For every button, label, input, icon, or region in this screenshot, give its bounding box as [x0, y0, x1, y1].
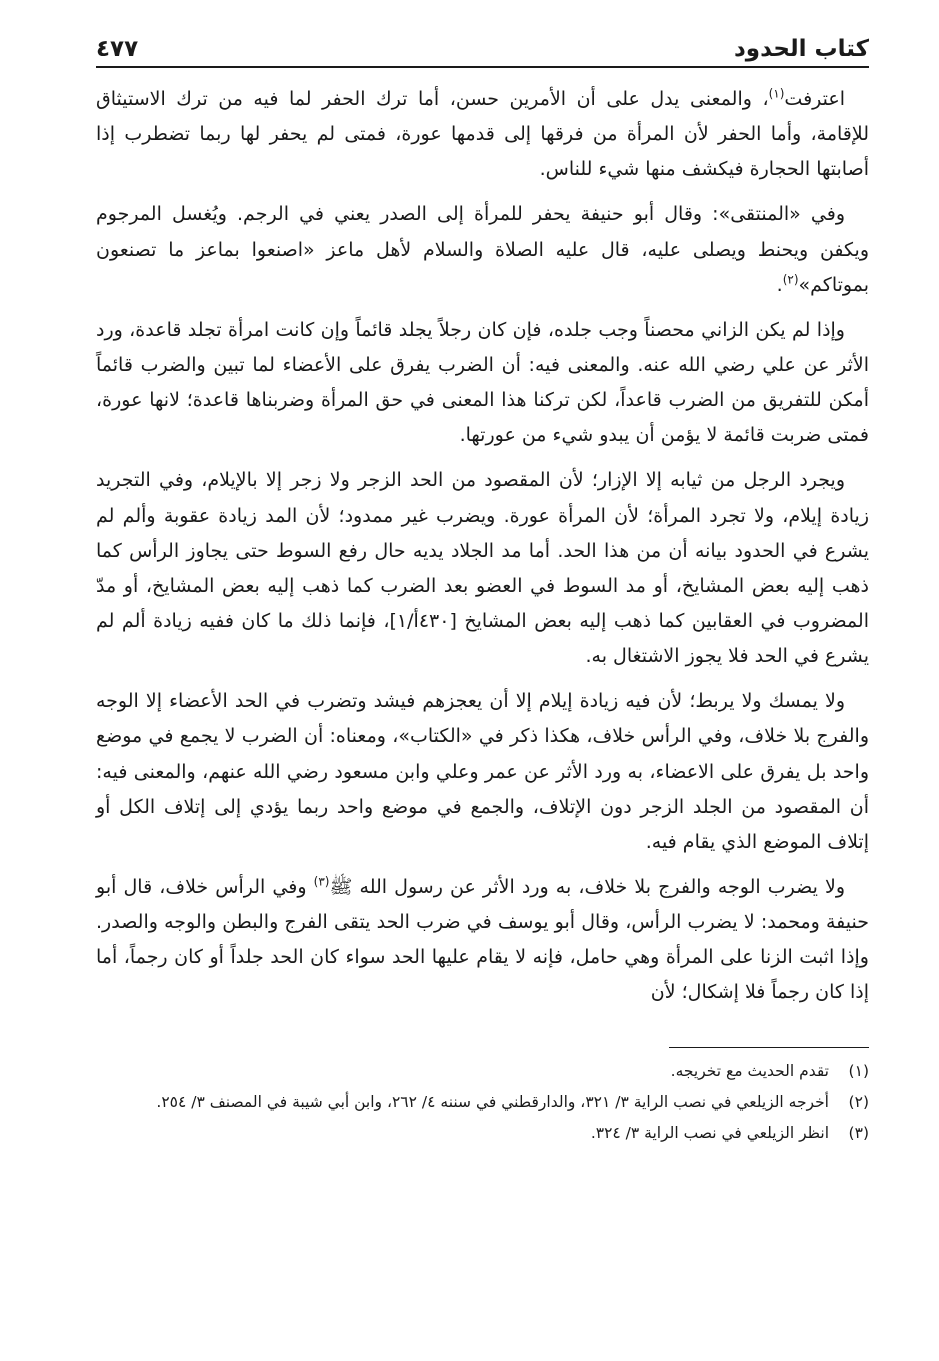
footnote-3	[96, 1120, 869, 1147]
footnotes	[96, 1058, 869, 1147]
footnote-text: انظر الزيلعي في نصب الراية ٣/ ٣٢٤.	[590, 1123, 829, 1142]
paragraph-4	[96, 463, 869, 674]
paragraph-3	[96, 313, 869, 454]
paragraph-5-text: ولا يمسك ولا يربط؛ لأن فيه زيادة إيلام إلا أن يعجزهم فيشد وتضرب في الحد الأعضاء إلا الوجه والفرج بلا خلاف، وفي الرأس خلاف، هكذا ذكر في «الكتاب»، ومعناه: أن الضرب لا يجمع في موضع واحد بل يفرق على الاعضاء، به ورد الأثر عن عمر وعلي وابن مسعود رضي الله عنهم، والمعنى فيه: أن المقصود من الجلد الزجر دون الإتلاف، والجمع في موضع واحد ربما يؤدي إلى إتلاف الكل أو إتلاف الموضع الذي يقام فيه.	[96, 690, 869, 853]
footnote-number: (٣)	[848, 1123, 869, 1142]
paragraph-2-rest: .	[776, 273, 783, 296]
footnote-ref-3: (٣)	[313, 874, 330, 889]
paragraph-2-text: وفي «المنتقى»: وقال أبو حنيفة يحفر للمرأة إلى الصدر يعني في الرجم. ويُغسل المرجوم ويكفن ويحنط ويصلى عليه، قال عليه الصلاة والسلام لأهل ماعز «اصنعوا بماعز ما تصنعون بموتاكم»	[96, 203, 869, 296]
footnote-number: (١)	[848, 1061, 869, 1080]
paragraph-4-text: ويجرد الرجل من ثيابه إلا الإزار؛ لأن المقصود من الحد الزجر ولا زجر إلا بالإيلام، وفي التجريد زيادة إيلام، ولا تجرد المرأة؛ لأن المرأة عورة. ويضرب غير ممدود؛ لأن المد زيادة عقوبة وألم لم يشرع في الحدود بيانه أن من هذا الحد. أما مد الجلاد يديه حال رفع السوط حتى يجاوز الرأس كما ذهب إليه بعض المشايخ، أو مد السوط في العضو بعد الضرب كما ذهب إليه بعض المشايخ، أو مدّ المضروب في العقابين كما ذهب إليه بعض المشايخ [٤٣٠أ/١]، فإنما ذلك ما كان ففيه زيادة ألم لم يشرع في الحد فلا يجوز الاشتغال به.	[96, 469, 869, 668]
paragraph-1-text: اعترفت	[784, 88, 845, 110]
paragraph-3-text: وإذا لم يكن الزاني محصناً وجب جلده، فإن كان رجلاً يجلد قائماً وإن كانت امرأة تجلد قاعدة، ورد الأثر عن علي رضي الله عنه. والمعنى فيه: أن الضرب يفرق على الأعضاء لما تبين والضرب قائماً أمكن للتفريق من الضرب قاعداً، لكن تركنا هذا المعنى في حق المرأة وضربناها قاعدة؛ لانها عورة، فمتى ضربت قائمة لا يؤمن أن يبدو شيء من عورتها.	[96, 318, 869, 447]
paragraph-1-rest: ، والمعنى يدل على أن الأمرين حسن، أما ترك الحفر لما فيه من ترك الاستيثاق للإقامة، وأما الحفر لأن المرأة من فرقها إلى قدمها عورة، فمتى لم يحفر لها ربما تضطرب إذا أصابتها الحجارة فيكشف منها شيء للناس.	[96, 88, 869, 181]
footnote-2	[96, 1089, 869, 1116]
main-text	[96, 82, 869, 1011]
document-page	[96, 28, 869, 1341]
paragraph-6	[96, 870, 869, 1011]
footnote-ref-2: (٢)	[782, 272, 799, 287]
footnote-text: تقدم الحديث مع تخريجه.	[670, 1061, 829, 1080]
paragraph-6-rest: وفي الرأس خلاف، قال أبو حنيفة ومحمد: لا يضرب الرأس، وقال أبو يوسف في ضرب الحد يتقى الفرج والبطن والوجه والصدر. وإذا اثبت الزنا على المرأة وهي حامل، فإنه لا يقام عليها الحد سواء كان الحد جلداً أو كان رجماً، أما إذا كان رجماً فلا إشكال؛ لأن	[96, 875, 869, 1004]
page-header	[96, 28, 869, 68]
paragraph-2	[96, 197, 869, 302]
paragraph-6-text: ولا يضرب الوجه والفرج بلا خلاف، به ورد الأثر عن رسول الله ﷺ	[329, 875, 845, 898]
footnote-ref-1: (١)	[768, 86, 785, 101]
footnote-separator	[669, 1047, 869, 1048]
chapter-title: كتاب الحدود	[733, 36, 869, 62]
paragraph-1	[96, 82, 869, 187]
footnote-text: أخرجه الزيلعي في نصب الراية ٣/ ٣٢١، والدارقطني في سننه ٤/ ٢٦٢، وابن أبي شيبة في المصنف ٣/ ٢٥٤.	[156, 1092, 829, 1111]
footnote-number: (٢)	[848, 1092, 869, 1111]
page-number: ٤٧٧	[96, 36, 139, 62]
footnote-1	[96, 1058, 869, 1085]
paragraph-5	[96, 684, 869, 860]
